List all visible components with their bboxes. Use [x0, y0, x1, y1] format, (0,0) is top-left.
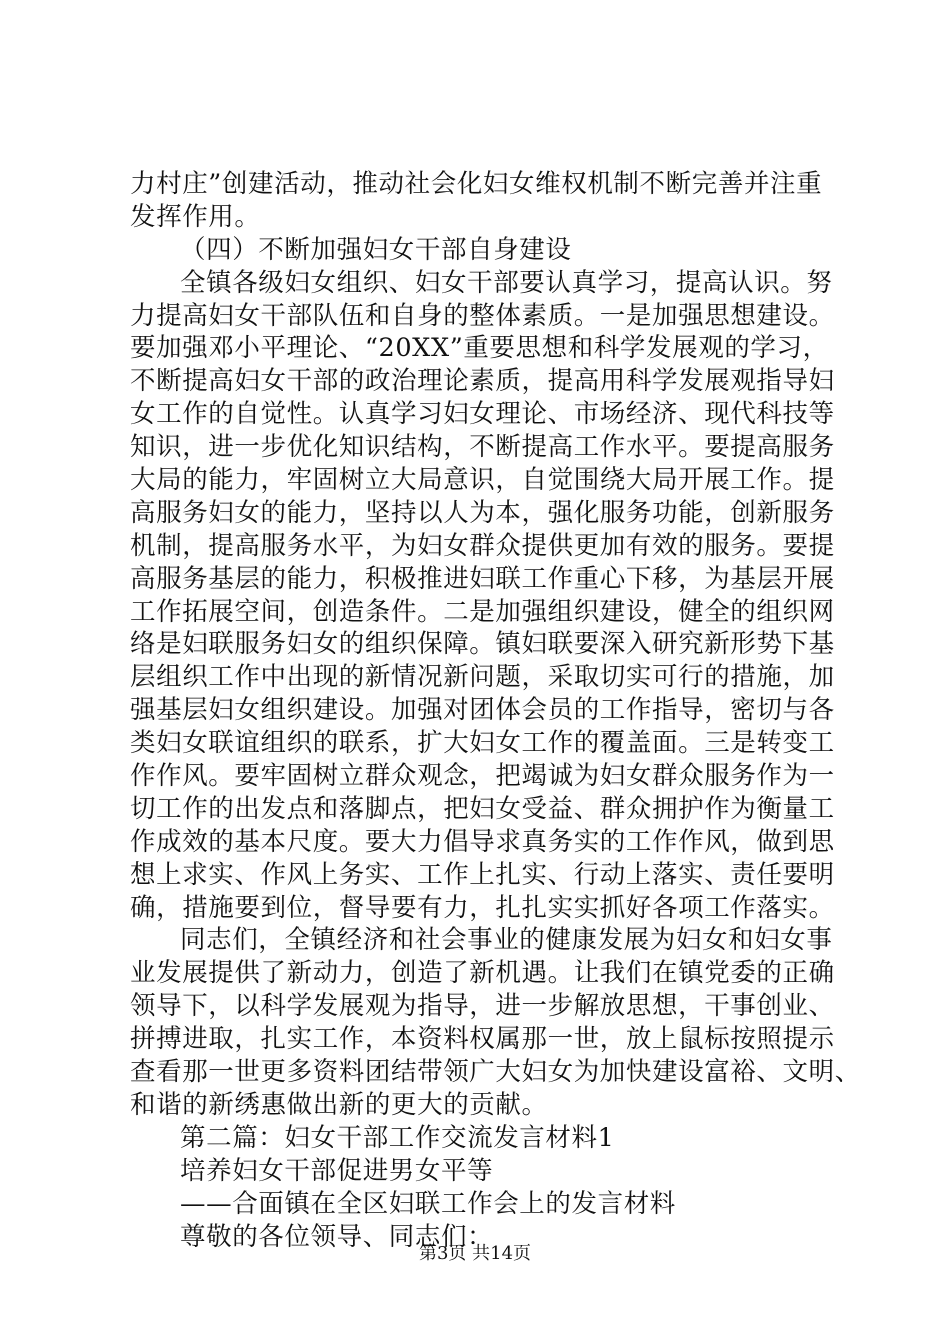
- chapter-heading: 第二篇：妇女干部工作交流发言材料1: [180, 1122, 615, 1153]
- speech-title: 培养妇女干部促进男女平等: [180, 1155, 494, 1186]
- paragraph-start: 全镇各级妇女组织、妇女干部要认真学习，提高认识。努: [180, 267, 833, 298]
- text-line: 要加强邓小平理论、“20XX”重要思想和科学发展观的学习，: [130, 333, 829, 364]
- text-line: 切工作的出发点和落脚点，把妇女受益、群众拥护作为衡量工: [130, 793, 835, 824]
- text-line: 查看那一世更多资料团结带领广大妇女为加快建设富裕、文明、: [130, 1057, 861, 1088]
- text-line: 不断提高妇女干部的政治理论素质，提高用科学发展观指导妇: [130, 366, 835, 397]
- text-line: 强基层妇女组织建设。加强对团体会员的工作指导，密切与各: [130, 695, 835, 726]
- text-line: 类妇女联谊组织的联系，扩大妇女工作的覆盖面。三是转变工: [130, 728, 835, 759]
- text-line: 力村庄”创建活动，推动社会化妇女维权机制不断完善并注重: [130, 169, 823, 199]
- text-line: 高服务基层的能力，积极推进妇联工作重心下移，为基层开展: [130, 563, 835, 594]
- document-body: [130, 168, 861, 1253]
- text-line: 大局的能力，牢固树立大局意识，自觉围绕大局开展工作。提: [130, 465, 835, 496]
- text-line: 拼搏进取，扎实工作，本资料权属那一世，放上鼠标按照提示: [130, 1024, 835, 1055]
- text-line: 确，措施要到位，督导要有力，扎扎实实抓好各项工作落实。: [130, 892, 835, 923]
- text-line: 工作拓展空间，创造条件。二是加强组织建设，健全的组织网: [130, 596, 835, 627]
- text-line: 力提高妇女干部队伍和自身的整体素质。一是加强思想建设。: [130, 300, 835, 331]
- text-line: 女工作的自觉性。认真学习妇女理论、市场经济、现代科技等: [130, 399, 835, 430]
- salutation: 尊敬的各位领导、同志们：: [180, 1221, 494, 1252]
- text-line: 业发展提供了新动力，创造了新机遇。让我们在镇党委的正确: [130, 958, 835, 989]
- text-line: 想上求实、作风上务实、工作上扎实、行动上落实、责任要明: [130, 859, 835, 890]
- text-line: 机制，提高服务水平，为妇女群众提供更加有效的服务。要提: [130, 530, 835, 561]
- text-line: 知识，进一步优化知识结构，不断提高工作水平。要提高服务: [130, 432, 835, 463]
- text-line: 高服务妇女的能力，坚持以人为本，强化服务功能，创新服务: [130, 497, 835, 528]
- text-line: 领导下，以科学发展观为指导，进一步解放思想，干事创业、: [130, 991, 835, 1022]
- paragraph-start: 同志们，全镇经济和社会事业的健康发展为妇女和妇女事: [180, 925, 833, 956]
- text-line: 作作风。要牢固树立群众观念，把竭诚为妇女群众服务作为一: [130, 761, 835, 792]
- section-heading: （四）不断加强妇女干部自身建设: [180, 234, 572, 265]
- page-number-footer: 第3页 共14页: [418, 1243, 532, 1264]
- text-line: 层组织工作中出现的新情况新问题，采取切实可行的措施，加: [130, 662, 835, 693]
- speech-subtitle: ——合面镇在全区妇联工作会上的发言材料: [180, 1188, 676, 1219]
- text-line: 作成效的基本尺度。要大力倡导求真务实的工作作风，做到思: [130, 826, 835, 857]
- text-line: 和谐的新绣惠做出新的更大的贡献。: [130, 1089, 548, 1120]
- text-line: 络是妇联服务妇女的组织保障。镇妇联要深入研究新形势下基: [130, 629, 835, 660]
- text-line: 发挥作用。: [130, 201, 261, 232]
